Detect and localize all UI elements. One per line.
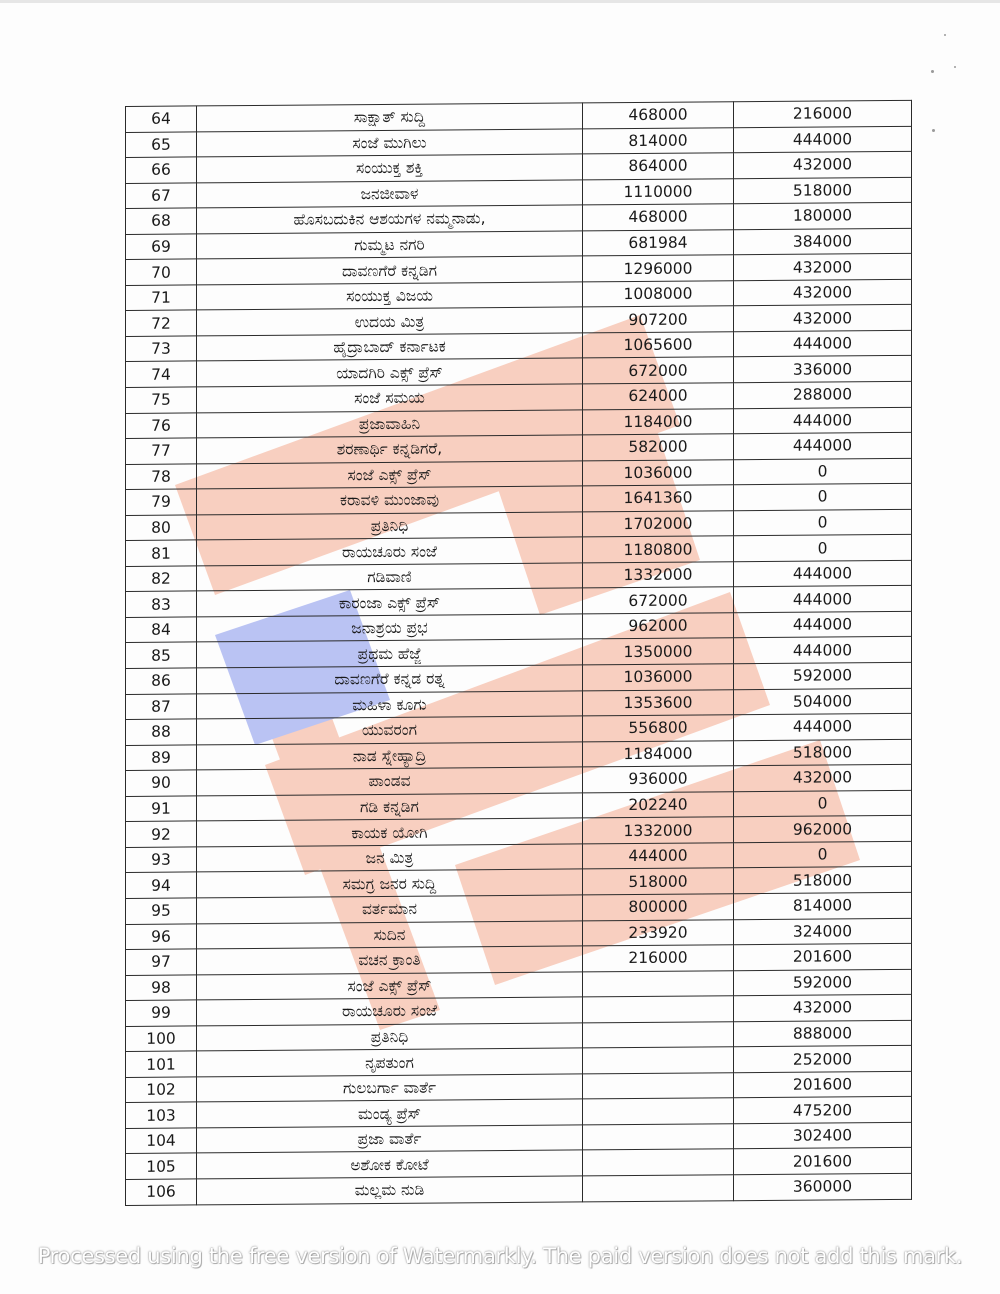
newspaper-name: ವರ್ತಮಾನ — [197, 895, 583, 924]
row-number: 79 — [126, 489, 197, 515]
amount-column-1: 444000 — [583, 843, 734, 870]
newspaper-name: ಸುದಿನ — [197, 920, 583, 949]
newspaper-name: ರಾಯಚೂರು ಸಂಜೆ — [197, 997, 583, 1026]
amount-column-2: 180000 — [734, 203, 912, 230]
watermark-notice: Processed using the free version of Watermarkly. The paid version does not add this mark. — [37, 1244, 963, 1268]
amount-column-2: 432000 — [734, 151, 912, 178]
row-number: 80 — [126, 515, 197, 541]
amount-column-1: 800000 — [583, 894, 734, 921]
newspaper-name: ಗಡಿ ಕನ್ನಡಿಗ — [197, 793, 583, 822]
amount-column-1 — [583, 1021, 734, 1048]
amount-column-1: 1702000 — [583, 510, 734, 537]
table-row — [126, 1173, 912, 1205]
amount-column-2: 444000 — [734, 126, 912, 153]
row-number: 87 — [126, 694, 197, 720]
amount-column-1: 1036000 — [583, 459, 734, 486]
newspaper-name: ಪ್ರಜಾ ವಾರ್ತೆ — [197, 1125, 583, 1154]
row-number: 65 — [126, 131, 197, 157]
newspaper-name: ವಚನ ಕ್ರಾಂತಿ — [197, 946, 583, 975]
amount-column-2: 444000 — [734, 713, 912, 740]
newspaper-name: ಉದಯ ಮಿತ್ರ — [197, 307, 583, 336]
amount-column-1: 582000 — [583, 434, 734, 461]
newspaper-name: ಸಂಜೆ ಮುಗಿಲು — [197, 128, 583, 157]
amount-column-2: 962000 — [734, 816, 912, 843]
amount-column-2: 0 — [734, 509, 912, 536]
newspaper-name: ಹೊಸಬದುಕಿನ ಆಶಯಗಳ ನಮ್ಮನಾಡು, — [197, 205, 583, 234]
row-number: 91 — [126, 796, 197, 822]
amount-column-2: 0 — [734, 458, 912, 485]
newspaper-name: ಜನಜೀವಾಳ — [197, 180, 583, 209]
amount-column-2: 475200 — [734, 1097, 912, 1124]
amount-column-2: 324000 — [734, 918, 912, 945]
row-number: 69 — [126, 234, 197, 260]
amount-column-1 — [583, 1175, 734, 1202]
row-number: 76 — [126, 413, 197, 439]
row-number: 72 — [126, 310, 197, 336]
amount-column-1: 1332000 — [583, 817, 734, 844]
newspaper-name: ದಾವಣಗೆರೆ ಕನ್ನಡಿಗ — [197, 256, 583, 285]
row-number: 70 — [126, 259, 197, 285]
newspaper-name: ಸಂಯುಕ್ತ ಶಕ್ತಿ — [197, 154, 583, 183]
amount-column-1: 468000 — [583, 204, 734, 231]
amount-column-1: 962000 — [583, 613, 734, 640]
newspaper-name: ಮಂಡ್ಯ ಪ್ರೆಸ್ — [197, 1099, 583, 1128]
amount-column-1 — [583, 1149, 734, 1176]
row-number: 96 — [126, 923, 197, 949]
row-number: 82 — [126, 566, 197, 592]
amount-column-1: 518000 — [583, 868, 734, 895]
amount-column-1: 1332000 — [583, 562, 734, 589]
amount-column-2: 336000 — [734, 356, 912, 383]
amount-column-2: 302400 — [734, 1122, 912, 1149]
amount-column-2: 444000 — [734, 611, 912, 638]
row-number: 106 — [126, 1179, 197, 1205]
row-number: 99 — [126, 1000, 197, 1026]
data-table-body — [126, 100, 912, 1205]
row-number: 95 — [126, 898, 197, 924]
amount-column-2: 0 — [734, 790, 912, 817]
amount-column-2: 201600 — [734, 1148, 912, 1175]
newspaper-name: ನೃಪತುಂಗ — [197, 1048, 583, 1077]
amount-column-1: 1036000 — [583, 664, 734, 691]
row-number: 90 — [126, 770, 197, 796]
amount-column-2: 518000 — [734, 739, 912, 766]
newspaper-name: ಕರಾವಳಿ ಮುಂಜಾವು — [197, 486, 583, 515]
row-number: 73 — [126, 336, 197, 362]
row-number: 84 — [126, 617, 197, 643]
amount-column-1 — [583, 1098, 734, 1125]
row-number: 98 — [126, 975, 197, 1001]
newspaper-name: ಪ್ರತಿನಿಧಿ — [197, 512, 583, 541]
amount-column-2: 592000 — [734, 662, 912, 689]
newspaper-name: ಮಹಿಳಾ ಕೂಗು — [197, 690, 583, 719]
newspaper-name: ಸಾಕ್ಷಾತ್ ಸುದ್ದಿ — [197, 103, 583, 132]
amount-column-1: 681984 — [583, 229, 734, 256]
scan-speck — [944, 34, 946, 36]
newspaper-name: ದಾವಣಗೆರೆ ಕನ್ನಡ ರತ್ನ — [197, 665, 583, 694]
amount-column-1: 814000 — [583, 127, 734, 154]
row-number: 71 — [126, 285, 197, 311]
newspaper-name: ಹೈದ್ರಾಬಾದ್ ಕರ್ನಾಟಕ — [197, 333, 583, 362]
amount-column-2: 444000 — [734, 432, 912, 459]
row-number: 88 — [126, 719, 197, 745]
row-number: 100 — [126, 1026, 197, 1052]
row-number: 102 — [126, 1077, 197, 1103]
row-number: 68 — [126, 208, 197, 234]
amount-column-2: 432000 — [734, 279, 912, 306]
amount-column-2: 504000 — [734, 688, 912, 715]
row-number: 103 — [126, 1102, 197, 1128]
data-table — [125, 100, 912, 1206]
amount-column-1: 864000 — [583, 153, 734, 180]
amount-column-1: 216000 — [583, 945, 734, 972]
amount-column-2: 201600 — [734, 943, 912, 970]
row-number: 94 — [126, 872, 197, 898]
newspaper-name: ಪ್ರತಿನಿಧಿ — [197, 1023, 583, 1052]
amount-column-1: 936000 — [583, 766, 734, 793]
page-top-edge — [0, 0, 1000, 3]
newspaper-name: ಅಶೋಕ ಕೋಟೆ — [197, 1150, 583, 1179]
row-number: 67 — [126, 183, 197, 209]
amount-column-1: 907200 — [583, 306, 734, 333]
newspaper-name: ಗಡಿವಾಣಿ — [197, 563, 583, 592]
amount-column-1: 1180800 — [583, 536, 734, 563]
amount-column-1 — [583, 970, 734, 997]
newspaper-name: ಕಾರಂಜಾ ಎಕ್ಸ್ ಪ್ರೆಸ್ — [197, 588, 583, 617]
amount-column-1: 468000 — [583, 102, 734, 129]
row-number: 93 — [126, 847, 197, 873]
amount-column-2: 518000 — [734, 177, 912, 204]
newspaper-name: ಯುವರಂಗ — [197, 716, 583, 745]
newspaper-name: ಸಂಜೆ ಸಮಯ — [197, 384, 583, 413]
amount-column-2: 288000 — [734, 381, 912, 408]
scan-speck — [954, 66, 956, 68]
row-number: 83 — [126, 591, 197, 617]
newspaper-name: ಗುಮ್ಮಟ ನಗರಿ — [197, 231, 583, 260]
row-number: 97 — [126, 949, 197, 975]
amount-column-2: 432000 — [734, 305, 912, 332]
amount-column-1: 1296000 — [583, 255, 734, 282]
newspaper-name: ರಾಯಚೂರು ಸಂಜೆ — [197, 537, 583, 566]
scan-speck — [932, 129, 935, 132]
newspaper-name: ಕಾಯಕ ಯೋಗಿ — [197, 818, 583, 847]
amount-column-2: 814000 — [734, 892, 912, 919]
amount-column-2: 592000 — [734, 969, 912, 996]
row-number: 86 — [126, 668, 197, 694]
amount-column-2: 432000 — [734, 994, 912, 1021]
amount-column-1: 1350000 — [583, 638, 734, 665]
amount-column-1 — [583, 996, 734, 1023]
amount-column-2: 444000 — [734, 407, 912, 434]
row-number: 92 — [126, 821, 197, 847]
amount-column-1 — [583, 1073, 734, 1100]
row-number: 89 — [126, 745, 197, 771]
row-number: 104 — [126, 1128, 197, 1154]
newspaper-name: ಸಂಜೆ ಎಕ್ಸ್ ಪ್ರೆಸ್ — [197, 461, 583, 490]
amount-column-1: 624000 — [583, 383, 734, 410]
newspaper-name: ಯಾದಗಿರಿ ಎಕ್ಸ್ ಪ್ರೆಸ್ — [197, 358, 583, 387]
amount-column-1: 672000 — [583, 587, 734, 614]
newspaper-name: ಪಾಂಡವ — [197, 767, 583, 796]
row-number: 85 — [126, 642, 197, 668]
amount-column-1: 1641360 — [583, 485, 734, 512]
amount-column-2: 0 — [734, 841, 912, 868]
amount-column-2: 201600 — [734, 1071, 912, 1098]
newspaper-name: ಸಂಯುಕ್ತ ವಿಜಯ — [197, 282, 583, 311]
amount-column-2: 444000 — [734, 586, 912, 613]
newspaper-name: ಸಂಜೆ ಎಕ್ಸ್ ಪ್ರೆಸ್ — [197, 972, 583, 1001]
amount-column-1: 672000 — [583, 357, 734, 384]
amount-column-2: 444000 — [734, 637, 912, 664]
amount-column-2: 432000 — [734, 765, 912, 792]
row-number: 101 — [126, 1051, 197, 1077]
amount-column-1: 202240 — [583, 791, 734, 818]
newspaper-name: ಸಮಗ್ರ ಜನರ ಸುದ್ದಿ — [197, 869, 583, 898]
amount-column-2: 432000 — [734, 254, 912, 281]
newspaper-name: ಜನ ಮಿತ್ರ — [197, 844, 583, 873]
amount-column-2: 360000 — [734, 1173, 912, 1200]
row-number: 77 — [126, 438, 197, 464]
newspaper-name: ಶರಣಾರ್ಥಿ ಕನ್ನಡಿಗರೆ, — [197, 435, 583, 464]
amount-column-2: 0 — [734, 484, 912, 511]
amount-column-2: 444000 — [734, 560, 912, 587]
amount-column-2: 888000 — [734, 1020, 912, 1047]
amount-column-1 — [583, 1047, 734, 1074]
row-number: 81 — [126, 540, 197, 566]
amount-column-1: 1184000 — [583, 408, 734, 435]
amount-column-2: 518000 — [734, 867, 912, 894]
scan-speck — [931, 70, 934, 73]
row-number: 105 — [126, 1153, 197, 1179]
amount-column-2: 216000 — [734, 100, 912, 127]
amount-column-2: 252000 — [734, 1046, 912, 1073]
row-number: 66 — [126, 157, 197, 183]
amount-column-1 — [583, 1124, 734, 1151]
newspaper-name: ಮಲ್ಲಮ ನುಡಿ — [197, 1176, 583, 1205]
newspaper-name: ಜನಾಶ್ರಯ ಪ್ರಭ — [197, 614, 583, 643]
newspaper-name: ಪ್ರಥಮ ಹೆಜ್ಜೆ — [197, 639, 583, 668]
amount-column-1: 233920 — [583, 919, 734, 946]
amount-column-1: 1353600 — [583, 689, 734, 716]
amount-column-1: 1110000 — [583, 178, 734, 205]
amount-column-2: 0 — [734, 535, 912, 562]
amount-column-1: 1184000 — [583, 740, 734, 767]
newspaper-name: ಪ್ರಜಾವಾಹಿನಿ — [197, 409, 583, 438]
newspaper-name: ನಾಡ ಸ್ನೇಹ್ಯಾದ್ರಿ — [197, 742, 583, 771]
amount-column-1: 1065600 — [583, 332, 734, 359]
row-number: 74 — [126, 361, 197, 387]
amount-column-1: 1008000 — [583, 281, 734, 308]
amount-column-2: 444000 — [734, 330, 912, 357]
row-number: 78 — [126, 464, 197, 490]
amount-column-1: 556800 — [583, 715, 734, 742]
amount-column-2: 384000 — [734, 228, 912, 255]
row-number: 75 — [126, 387, 197, 413]
newspaper-name: ಗುಲಬರ್ಗಾ ವಾರ್ತೆ — [197, 1074, 583, 1103]
row-number: 64 — [126, 106, 197, 132]
